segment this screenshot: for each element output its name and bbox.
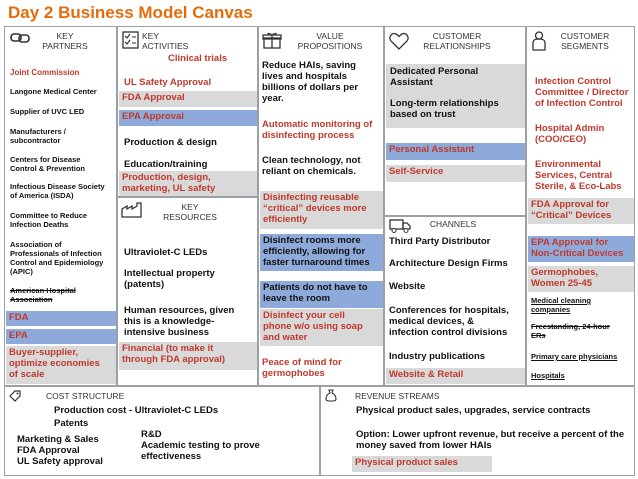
key-partners-header: KEY PARTNERS	[42, 31, 88, 51]
key-activities-header: KEY ACTIVITIES	[142, 31, 189, 51]
value-disinfecting-band: Disinfecting reusable “critical” devices more efficiently	[260, 191, 383, 229]
revenue-physical-band: Physical product sales	[352, 456, 492, 472]
partner-langone: Langone Medical Center	[10, 87, 97, 96]
resource-ip: Intellectual property (patents)	[124, 268, 215, 290]
activity-fda-band: FDA Approval	[119, 91, 257, 107]
segment-medical-cleaning: Medical cleaning companies	[531, 296, 592, 314]
relationship-long-term: Long-term relationships based on trust	[390, 98, 499, 120]
revenue-streams-header: REVENUE STREAMS	[355, 391, 440, 401]
channels-header: CHANNELS	[429, 219, 477, 229]
customer-segments-header: CUSTOMER SEGMENTS	[560, 31, 610, 51]
segment-primary-care: Primary care physicians	[531, 352, 618, 361]
cost-marketing: Marketing & Sales FDA Approval UL Safety approval	[17, 434, 103, 467]
activity-education: Education/training	[124, 159, 208, 170]
cost-production: Production cost - Ultraviolet-C LEDs	[54, 405, 219, 416]
relationship-self-service-band: Self-Service	[386, 165, 525, 182]
checklist-icon	[121, 31, 141, 49]
segment-fda-critical-band: FDA Approval for “Critical” Devices	[528, 198, 634, 224]
relationships-gray-band	[386, 64, 525, 128]
money-bag-icon	[325, 389, 337, 402]
revenue-option: Option: Lower upfront revenue, but receive a percent of the money saved from lower HAIs	[356, 429, 625, 451]
resource-financial-band: Financial (to make it through FDA approval)	[119, 342, 257, 370]
link-icon	[10, 31, 30, 45]
partner-aha: American Hospital Association	[10, 286, 76, 304]
segment-infection-control: Infection Control Committee / Director of Infection Control	[535, 76, 629, 109]
value-patients-band: Patients do not have to leave the room	[260, 281, 383, 308]
segment-hospital-admin: Hospital Admin (COO/CEO)	[535, 123, 605, 145]
channel-conferences: Conferences for hospitals, medical devices, & infection control divisions	[389, 305, 509, 338]
resource-uvc-leds: Ultraviolet-C LEDs	[124, 247, 208, 258]
partner-joint-commission: Joint Commission	[10, 68, 80, 77]
key-resources-header: KEY RESOURCES	[163, 202, 217, 222]
value-phone-band: Disinfect your cell phone w/o using soap and water	[260, 309, 383, 346]
channel-distributor: Third Party Distributor	[389, 236, 491, 247]
value-reduce-hais: Reduce HAIs, saving lives and hospitals billions of dollars per year.	[262, 60, 359, 104]
segment-freestanding-ers: Freestanding, 24-hour ERs	[531, 322, 610, 340]
cost-patents: Patents	[54, 418, 89, 429]
value-clean-tech: Clean technology, not reliant on chemicals.	[262, 155, 361, 177]
channel-website-retail-band: Website & Retail	[386, 368, 525, 384]
heart-icon	[389, 32, 409, 50]
value-disinfect-rooms-band: Disinfect rooms more efficiently, allowing for faster turnaround times	[260, 234, 383, 271]
activity-clinical-trials: Clinical trials	[168, 53, 228, 64]
partner-crid: Committee to Reduce Infection Deaths	[10, 211, 88, 229]
activity-marketing-band: Production, design, marketing, UL safety	[119, 171, 257, 196]
cost-rnd: R&D Academic testing to prove effectiveness	[141, 429, 260, 462]
price-tag-icon	[9, 390, 21, 402]
activity-production: Production & design	[124, 137, 217, 148]
partner-manufacturers: Manufacturers / subcontractor	[10, 127, 66, 145]
activity-epa-band: EPA Approval	[119, 110, 257, 126]
person-icon	[532, 31, 546, 51]
value-automatic-monitoring: Automatic monitoring of disinfecting process	[262, 119, 373, 141]
segment-epa-noncritical-band: EPA Approval for Non-Critical Devices	[528, 236, 634, 262]
partner-apic: Association of Professionals of Infection Control and Epidemiology (APIC)	[10, 240, 104, 276]
segment-germophobes-band: Germophobes, Women 25-45	[528, 266, 634, 292]
cost-structure-header: COST STRUCTURE	[46, 391, 125, 401]
partner-cdc: Centers for Disease Control & Prevention	[10, 155, 86, 173]
partner-epa-band: EPA	[6, 329, 116, 344]
partner-fda-band: FDA	[6, 311, 116, 326]
channel-architecture: Architecture Design Firms	[389, 258, 508, 269]
resource-human: Human resources, given this is a knowledge- intensive business	[124, 305, 235, 338]
truck-icon	[389, 218, 411, 233]
revenue-sales: Physical product sales, upgrades, service contracts	[356, 405, 591, 416]
page-title: Day 2 Business Model Canvas	[8, 3, 253, 22]
customer-relationships-header: CUSTOMER RELATIONSHIPS	[423, 31, 491, 51]
relationship-personal-band: Personal Assistant	[386, 143, 525, 160]
partner-buyer-band: Buyer-supplier, optimize economies of scale	[6, 346, 116, 384]
segment-environmental: Environmental Services, Central Sterile, & Eco-Labs	[535, 159, 622, 192]
channel-website: Website	[389, 281, 426, 292]
relationship-dedicated: Dedicated Personal Assistant	[390, 66, 479, 88]
partner-uvc-supplier: Supplier of UVC LED	[10, 107, 85, 116]
value-propositions-header: VALUE PROPOSITIONS	[297, 31, 363, 51]
factory-icon	[121, 202, 143, 218]
segment-hospitals: Hospitals	[531, 371, 565, 380]
gift-icon	[262, 31, 282, 49]
partner-isda: Infectious Disease Society of America (ISDA)	[10, 182, 105, 200]
activity-ul-safety: UL Safety Approval	[124, 77, 212, 88]
value-peace-of-mind: Peace of mind for germophobes	[262, 357, 342, 379]
channel-publications: Industry publications	[389, 351, 486, 362]
